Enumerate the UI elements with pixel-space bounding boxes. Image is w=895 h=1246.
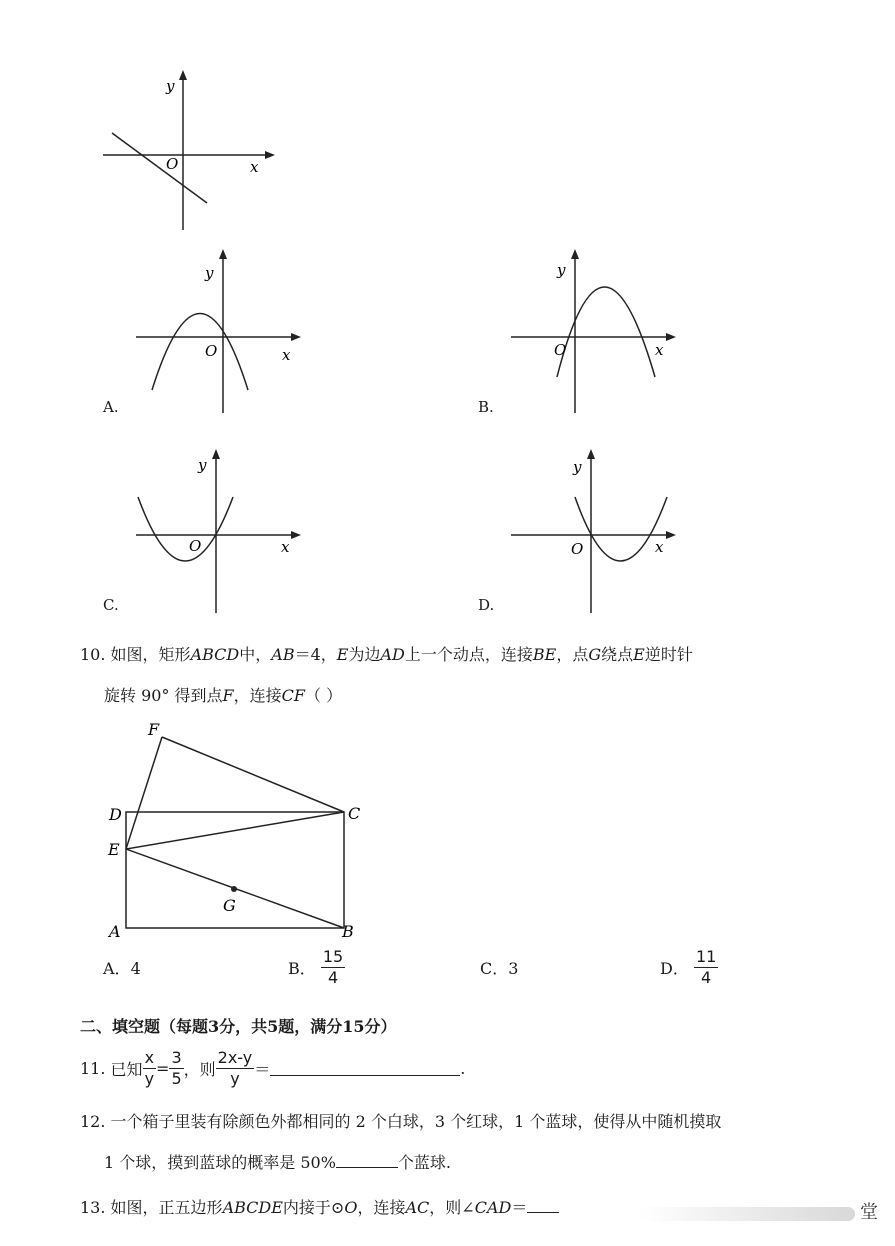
option-d-graph [505, 445, 685, 615]
y-arrow-icon [571, 249, 579, 259]
answer-blank-13[interactable] [527, 1196, 559, 1213]
x-label: x [282, 346, 291, 364]
option-c-label: C. [103, 596, 119, 614]
y-arrow-icon [179, 70, 187, 80]
segment-fc [162, 737, 344, 812]
question-10-line-1: 10. 如图，矩形ABCD中，AB＝4，E为边AD上一个动点，连接BE，点G绕点E逆时针 [80, 645, 693, 664]
option-a-graph [130, 245, 310, 415]
question-12-line-2: 1 个球，摸到蓝球的概率是 50% 个蓝球. [104, 1153, 452, 1172]
option-b-graph [505, 245, 685, 415]
x-label: x [250, 158, 259, 176]
y-arrow-icon [587, 449, 595, 459]
option-c-graph [130, 445, 310, 615]
fraction-2x-y-over-y: $\frac{2x-y}{y}$ [217, 1048, 253, 1088]
q10-option-a: A．4 [103, 959, 141, 978]
section-2-heading: 二、填空题（每题3分，共5题，满分15分） [80, 1017, 397, 1036]
option-b-label: B. [478, 398, 494, 416]
segment-fe [126, 737, 162, 849]
y-label: y [198, 456, 207, 474]
label-f: F [148, 720, 160, 739]
parabola [138, 497, 233, 561]
x-label: x [655, 341, 664, 359]
label-a: A [109, 922, 121, 941]
x-arrow-icon [265, 151, 275, 159]
x-label: x [281, 538, 290, 556]
fraction-x-y: $\frac{x}{y}$ [144, 1048, 155, 1088]
origin-label: O [571, 540, 584, 558]
q10-option-d: D． $\frac{11}{4}$ [660, 947, 717, 987]
fraction-3-5: $\frac{3}{5}$ [171, 1048, 182, 1088]
label-b: B [342, 922, 354, 941]
label-d: D [109, 805, 122, 824]
origin-label: O [205, 342, 218, 360]
q10-option-c: C．3 [480, 959, 519, 978]
origin-label: O [189, 537, 202, 555]
answer-blank-11[interactable] [270, 1061, 460, 1076]
parabola [557, 287, 655, 377]
x-arrow-icon [666, 333, 676, 341]
origin-label: O [166, 155, 179, 173]
x-arrow-icon [291, 333, 301, 341]
option-d-label: D. [478, 596, 495, 614]
y-label: y [205, 264, 214, 282]
watermark: 堂 [860, 1202, 878, 1223]
fraction-11-4: $\frac{11}{4}$ [695, 947, 717, 987]
answer-blank-12[interactable] [336, 1151, 398, 1168]
point-g [231, 886, 237, 892]
fraction-15-4: $\frac{15}{4}$ [322, 947, 344, 987]
x-arrow-icon [291, 531, 301, 539]
function-line [112, 133, 207, 203]
y-label: y [557, 261, 566, 279]
question-10-line-2: 旋转 90° 得到点F，连接CF（ ） [104, 686, 343, 705]
label-g: G [223, 896, 236, 915]
y-label: y [166, 77, 175, 95]
q10-option-b: B． $\frac{15}{4}$ [288, 947, 344, 987]
origin-label: O [554, 341, 567, 359]
label-e: E [108, 840, 120, 859]
horizontal-scrollbar[interactable] [640, 1207, 855, 1221]
question-12-line-1: 12. 一个箱子里装有除颜色外都相同的 2 个白球，3 个红球，1 个蓝球，使得从中随机摸取 [80, 1112, 722, 1131]
x-label: x [655, 538, 664, 556]
parabola [152, 314, 248, 391]
question-13: 13. 如图，正五边形ABCDE内接于⊙O，连接AC，则∠CAD＝ [80, 1196, 559, 1220]
segment-ec [126, 812, 344, 849]
parabola [575, 497, 667, 561]
rectangle-figure [100, 715, 370, 945]
y-arrow-icon [212, 449, 220, 459]
y-arrow-icon [219, 249, 227, 259]
label-c: C [348, 804, 361, 823]
question-line-graph [95, 65, 295, 240]
question-11: 11. 已知 $\frac{x}{y}$ = $\frac{3}{5}$ ，则 $\frac{2x-y}{y}$ ＝ . [80, 1048, 466, 1088]
option-a-label: A. [103, 398, 119, 416]
x-arrow-icon [666, 531, 676, 539]
y-label: y [573, 458, 582, 476]
